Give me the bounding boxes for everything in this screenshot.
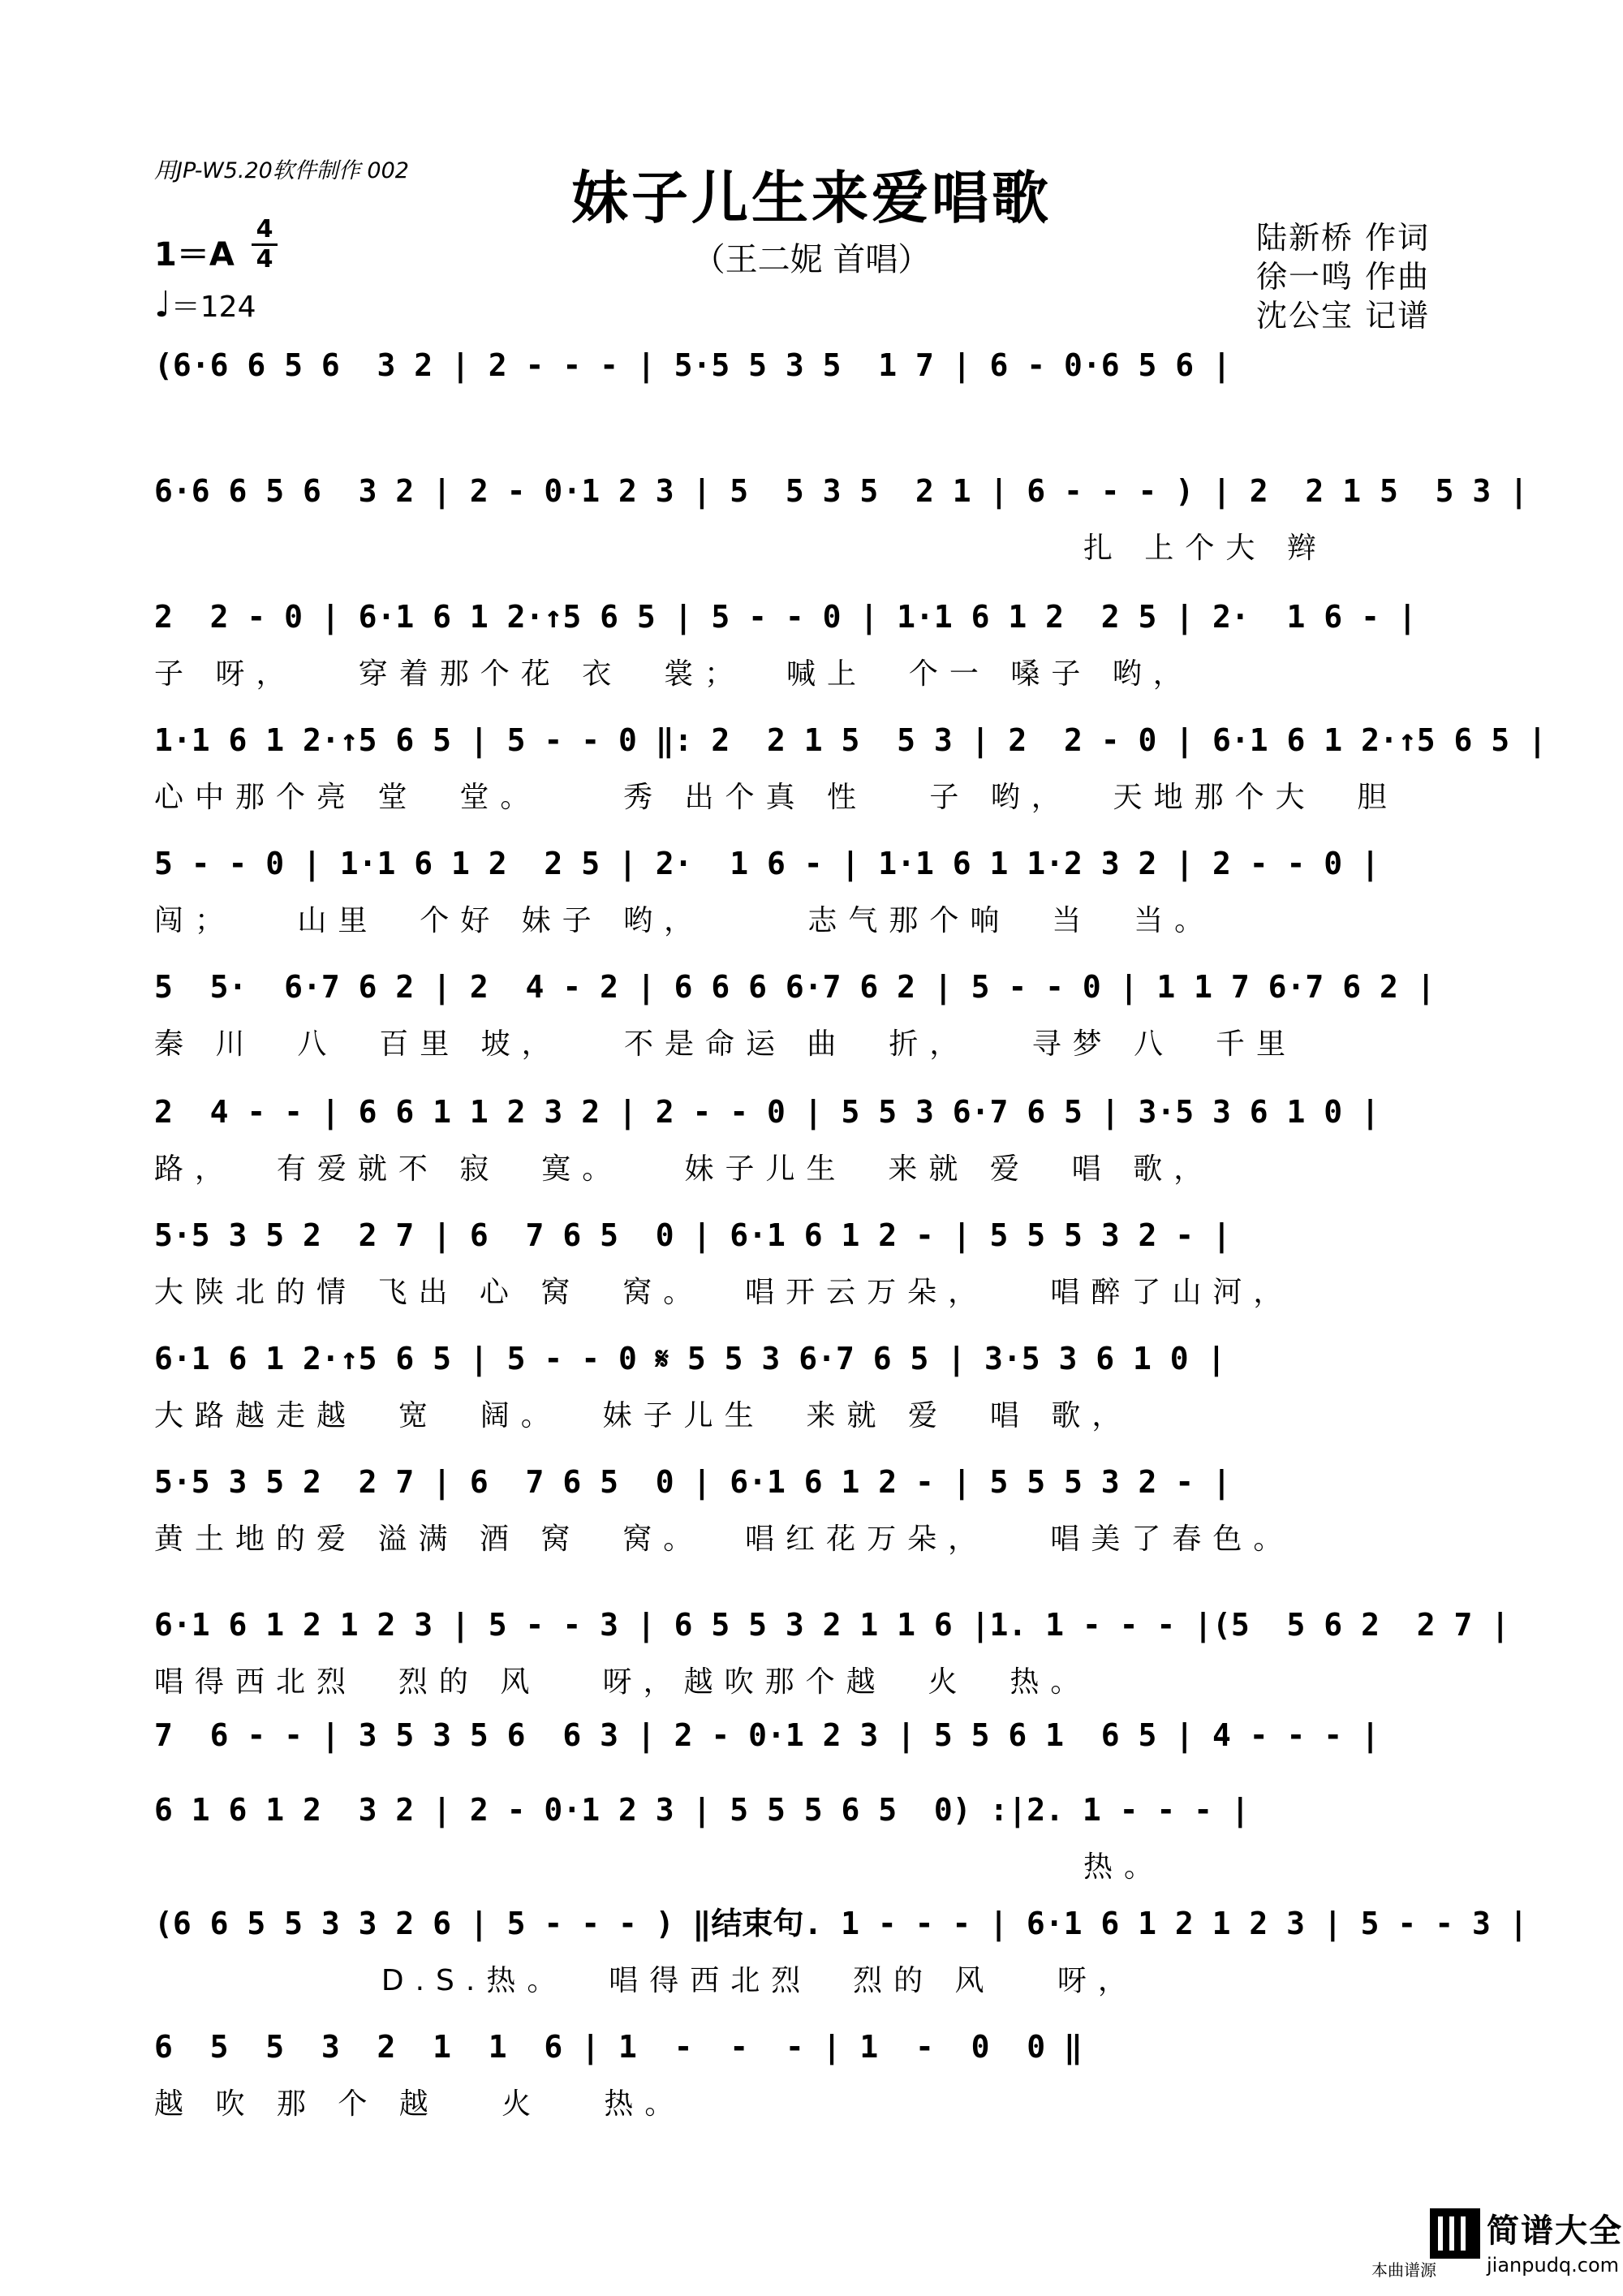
lyrics-row: 秦 川 八 百里 坡， 不是命运 曲 折， 寻梦 八 千里 [154,1027,1297,1061]
brand-name: 简谱大全 [1487,2212,1623,2250]
notation-row: 5 - - 0 | 1·1 6 1 2 2 5 | 2· 1 6 - | 1·1 6 1 1·2 3 2 | 2 - - 0 | [154,846,1380,881]
key-signature: 1＝A [154,236,235,274]
song-title: 妹子儿生来爱唱歌 [571,165,1052,231]
lyrics-row: 闯； 山里 个好 妹子 哟， 志气那个响 当 当。 [154,904,1216,937]
notation-row: 1·1 6 1 2·↑5 6 5 | 5 - - 0 ‖: 2 2 1 5 5 3 | 2 2 - 0 | 6·1 6 1 2·↑5 6 5 | [154,722,1547,758]
notation-row: 5 5· 6·7 6 2 | 2 4 - 2 | 6 6 6 6·7 6 2 | 5 - - 0 | 1 1 7 6·7 6 2 | [154,969,1436,1005]
software-note: 用JP-W5.20软件制作 002 [154,158,409,183]
lyrics-row: 心中那个亮 堂 堂。 秀 出个真 性 子 哟， 天地那个大 胆 [154,781,1398,814]
brand-site: jianpudq.com [1487,2254,1620,2277]
composer-credit: 徐一鸣 作曲 [1256,259,1431,295]
notation-row: 2 2 - 0 | 6·1 6 1 2·↑5 6 5 | 5 - - 0 | 1·1 6 1 2 2 5 | 2· 1 6 - | [154,599,1417,635]
lyrics-row: 大陕北的情 飞出 心 窝 窝。 唱开云万朵， 唱醉了山河， [154,1276,1294,1309]
lyrics-row: 越 吹 那 个 越 火 热。 [154,2087,686,2121]
notation-row: 2 4 - - | 6 6 1 1 2 3 2 | 2 - - 0 | 5 5 3 6·7 6 5 | 3·5 3 6 1 0 | [154,1094,1380,1130]
lyrics-row: 热。 [154,1850,1165,1884]
notation-row: 5·5 3 5 2 2 7 | 6 7 6 5 0 | 6·1 6 1 2 - | 5 5 5 3 2 - | [154,1464,1231,1500]
notation-row: 6·1 6 1 2 1 2 3 | 5 - - 3 | 6 5 5 3 2 1 1 6 |1. 1 - - - |(5 5 6 2 2 7 | [154,1607,1510,1643]
lyrics-row: D.S.热。 唱得西北烈 烈的 风 呀， [154,1964,1139,1997]
notation-row: 5·5 3 5 2 2 7 | 6 7 6 5 0 | 6·1 6 1 2 - | 5 5 5 3 2 - | [154,1217,1231,1253]
time-top: 4 [256,215,273,243]
source-text: 本曲谱源 [1371,2260,1436,2280]
notation-row: 7 6 - - | 3 5 3 5 6 6 3 | 2 - 0·1 2 3 | 5 5 6 1 6 5 | 4 - - - | [154,1717,1380,1753]
quarter-note-icon: ♩ [154,284,171,325]
notation-row: 6·1 6 1 2·↑5 6 5 | 5 - - 0 𝄋 5 5 3 6·7 6 5 | 3·5 3 6 1 0 | [154,1341,1226,1376]
footer-watermark [1371,2205,1623,2296]
time-signature [252,216,278,274]
transcriber-credit: 沈公宝 记谱 [1256,298,1431,334]
notation-row: 6·6 6 5 6 3 2 | 2 - 0·1 2 3 | 5 5 3 5 2 1 | 6 - - - ) | 2 2 1 5 5 3 | [154,473,1528,509]
time-bottom: 4 [252,243,278,274]
notation-row: (6 6 5 5 3 3 2 6 | 5 - - - ) ‖结束句. 1 - - - | 6·1 6 1 2 1 2 3 | 5 - - 3 | [154,1906,1528,1941]
tempo-mark [154,284,256,325]
lyrics-row: 大路越走越 宽 阔。 妹子儿生 来就 爱 唱 歌， [154,1399,1133,1432]
lyrics-row: 路， 有爱就不 寂 寞。 妹子儿生 来就 爱 唱 歌， [154,1152,1215,1186]
lyrics-row: 子 呀， 穿着那个花 衣 裳； 喊上 个一 嗓子 哟， [154,657,1194,691]
tempo-value: ＝124 [170,291,256,324]
piano-logo-icon [1430,2208,1480,2259]
notation-row: 6 1 6 1 2 3 2 | 2 - 0·1 2 3 | 5 5 5 6 5 0) :|2. 1 - - - | [154,1792,1250,1828]
notation-row: 6 5 5 3 2 1 1 6 | 1 - - - | 1 - 0 0 ‖ [154,2029,1083,2065]
lyrics-row: 黄土地的爱 溢满 酒 窝 窝。 唱红花万朵， 唱美了春色。 [154,1523,1294,1556]
lyricist-credit: 陆新桥 作词 [1256,220,1431,256]
song-subtitle: （王二妮 首唱） [692,241,931,278]
notation-row: (6·6 6 5 6 3 2 | 2 - - - | 5·5 5 3 5 1 7 | 6 - 0·6 5 6 | [154,347,1231,383]
lyrics-row: 唱得西北烈 烈的 风 呀，越吹那个越 火 热。 [154,1665,1091,1699]
lyrics-row: 扎 上个大 辫 [154,532,1328,565]
